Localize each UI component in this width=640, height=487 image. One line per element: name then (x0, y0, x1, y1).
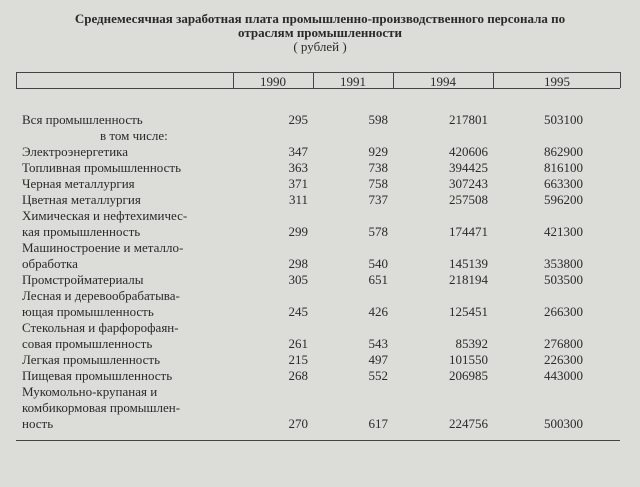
cell-value: 394425 (449, 160, 488, 175)
row-label: ющая промышленность (22, 304, 154, 319)
cell-value: 862900 (544, 144, 583, 159)
cell-value: 307243 (449, 176, 488, 191)
row-label: Вся промышленность (22, 112, 143, 127)
cell-value: 617 (368, 416, 388, 431)
row-label: ность (22, 416, 54, 431)
column-divider (313, 72, 314, 88)
cell-value: 543 (368, 336, 388, 351)
cell-value: 443000 (544, 368, 583, 383)
row-label: совая промышленность (22, 336, 153, 351)
table-bottom-rule (16, 440, 620, 441)
cell-value: 503500 (544, 272, 583, 287)
cell-value: 816100 (544, 160, 583, 175)
cell-value: 421300 (544, 224, 583, 239)
cell-value: 217801 (449, 112, 488, 127)
row-label: Мукомольно-крупаная и (22, 384, 158, 399)
row-label: Стекольная и фарфорофаян- (22, 320, 179, 335)
cell-value: 174471 (449, 224, 488, 239)
column-header-1994: 1994 (430, 74, 456, 89)
cell-value: 363 (288, 160, 308, 175)
header-top-rule (16, 72, 620, 73)
cell-value: 578 (368, 224, 388, 239)
row-label: Промстройматериалы (22, 272, 144, 287)
row-label: в том числе: (100, 128, 168, 143)
cell-value: 226300 (544, 352, 583, 367)
cell-value: 426 (368, 304, 388, 319)
row-label: обработка (22, 256, 78, 271)
column-header-1991: 1991 (340, 74, 366, 89)
cell-value: 737 (368, 192, 388, 207)
row-label: кая промышленность (22, 224, 141, 239)
cell-value: 758 (368, 176, 388, 191)
cell-value: 206985 (449, 368, 488, 383)
cell-value: 598 (368, 112, 388, 127)
column-divider (233, 72, 234, 88)
cell-value: 305 (288, 272, 308, 287)
column-divider (16, 72, 17, 88)
cell-value: 347 (288, 144, 308, 159)
cell-value: 218194 (449, 272, 488, 287)
column-divider (620, 72, 621, 88)
cell-value: 371 (288, 176, 308, 191)
cell-value: 266300 (544, 304, 583, 319)
cell-value: 268 (288, 368, 308, 383)
cell-value: 540 (368, 256, 388, 271)
row-label: Цветная металлургия (22, 192, 141, 207)
row-label: Химическая и нефтехимичес- (22, 208, 188, 223)
cell-value: 261 (288, 336, 308, 351)
table-units: ( рублей ) (293, 39, 347, 54)
cell-value: 503100 (544, 112, 583, 127)
cell-value: 245 (288, 304, 308, 319)
row-label: комбикормовая промышлен- (22, 400, 181, 415)
cell-value: 651 (368, 272, 388, 287)
cell-value: 298 (288, 256, 308, 271)
table-title-line2: отраслям промышленности (238, 25, 402, 40)
cell-value: 224756 (449, 416, 488, 431)
cell-value: 295 (288, 112, 308, 127)
cell-value: 85392 (455, 336, 488, 351)
cell-value: 125451 (449, 304, 488, 319)
cell-value: 738 (368, 160, 388, 175)
row-label: Черная металлургия (22, 176, 135, 191)
row-label: Легкая промышленность (22, 352, 161, 367)
cell-value: 552 (368, 368, 388, 383)
cell-value: 145139 (449, 256, 488, 271)
cell-value: 596200 (544, 192, 583, 207)
cell-value: 270 (288, 416, 308, 431)
table-title-line1: Среднемесячная заработная плата промышленно-производственного персонала по (74, 11, 566, 26)
row-label: Пищевая промышленность (22, 368, 173, 383)
cell-value: 663300 (544, 176, 583, 191)
cell-value: 215 (288, 352, 308, 367)
column-divider (493, 72, 494, 88)
column-header-1990: 1990 (260, 74, 286, 89)
cell-value: 420606 (449, 144, 488, 159)
row-label: Топливная промышленность (22, 160, 182, 175)
row-label: Лесная и деревообрабатыва- (22, 288, 180, 303)
cell-value: 497 (368, 352, 388, 367)
cell-value: 276800 (544, 336, 583, 351)
column-divider (393, 72, 394, 88)
row-label: Электроэнергетика (22, 144, 129, 159)
row-label: Машиностроение и металло- (22, 240, 184, 255)
cell-value: 311 (288, 192, 308, 207)
cell-value: 929 (368, 144, 388, 159)
cell-value: 299 (288, 224, 308, 239)
cell-value: 500300 (544, 416, 583, 431)
cell-value: 101550 (449, 352, 488, 367)
column-header-1995: 1995 (544, 74, 570, 89)
cell-value: 257508 (449, 192, 488, 207)
cell-value: 353800 (544, 256, 583, 271)
